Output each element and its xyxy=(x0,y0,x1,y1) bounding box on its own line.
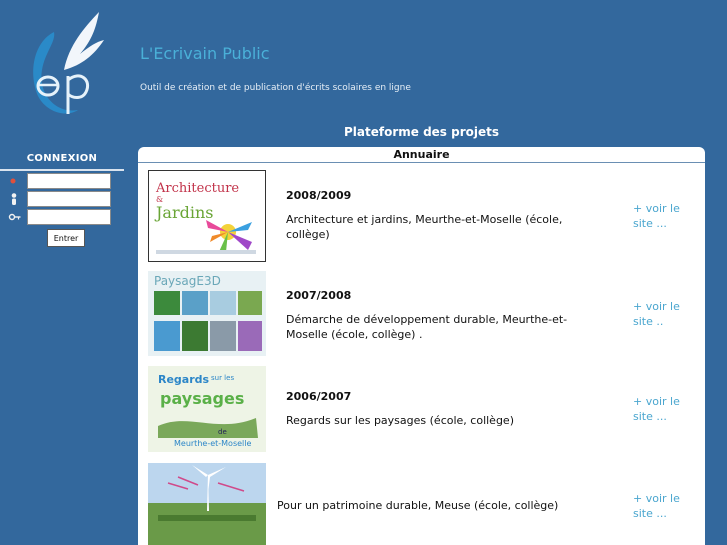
project-year: 2006/2007 xyxy=(286,390,352,403)
login-row-password xyxy=(8,191,114,207)
project-year: 2007/2008 xyxy=(286,289,352,302)
project-year: 2008/2009 xyxy=(286,189,352,202)
project-link[interactable]: + voir le site ... xyxy=(633,202,680,230)
swirl-shape xyxy=(33,32,78,114)
code-input[interactable] xyxy=(27,209,111,225)
login-row-user xyxy=(8,173,114,189)
login-divider xyxy=(0,169,124,171)
project-link[interactable]: + voir le site ... xyxy=(633,492,680,520)
site-logo[interactable] xyxy=(24,10,108,122)
project-description: Pour un patrimoine durable, Meuse (école, collège) xyxy=(277,499,559,512)
bullet-icon xyxy=(8,174,22,188)
project-link[interactable]: + voir le site .. xyxy=(633,300,680,328)
login-row-key xyxy=(8,209,114,225)
password-input[interactable] xyxy=(27,191,111,207)
site-subtitle: Outil de création et de publication d'écrits scolaires en ligne xyxy=(140,83,411,93)
thumb-text: de xyxy=(218,428,227,436)
thumb-text: & xyxy=(156,195,164,204)
project-thumbnail[interactable] xyxy=(148,170,266,262)
platform-title: Plateforme des projets xyxy=(343,125,499,139)
project-description: Architecture et jardins, Meurthe-et-Moselle (école, collège) xyxy=(286,213,563,241)
login-submit-button[interactable]: Entrer xyxy=(47,229,85,247)
thumb-text: Meurthe-et-Moselle xyxy=(174,439,252,448)
project-thumbnail[interactable] xyxy=(148,271,266,356)
project-description: Regards sur les paysages (école, collège) xyxy=(286,414,514,427)
directory-title: Annuaire xyxy=(138,147,705,163)
feather-icon xyxy=(64,12,104,70)
thumb-text: sur les xyxy=(211,374,235,382)
username-input[interactable] xyxy=(27,173,111,189)
project-thumbnail[interactable] xyxy=(148,366,266,452)
logo-p-mark xyxy=(68,76,88,114)
thumb-text: PaysagE3D xyxy=(154,274,221,288)
project-description: Démarche de développement durable, Meurthe-et-Moselle (école, collège) . xyxy=(286,313,568,341)
user-icon xyxy=(8,192,22,206)
directory-panel xyxy=(138,147,705,545)
project-thumbnail[interactable] xyxy=(148,463,266,545)
thumb-text: Regards xyxy=(158,373,210,386)
project-link[interactable]: + voir le site ... xyxy=(633,395,680,423)
site-title[interactable]: L'Ecrivain Public xyxy=(140,44,270,63)
thumb-text: Jardins xyxy=(156,203,214,222)
thumb-text: paysages xyxy=(160,389,245,408)
key-icon xyxy=(8,210,22,224)
thumb-text: Architecture xyxy=(156,181,240,196)
login-heading: CONNEXION xyxy=(26,153,98,164)
